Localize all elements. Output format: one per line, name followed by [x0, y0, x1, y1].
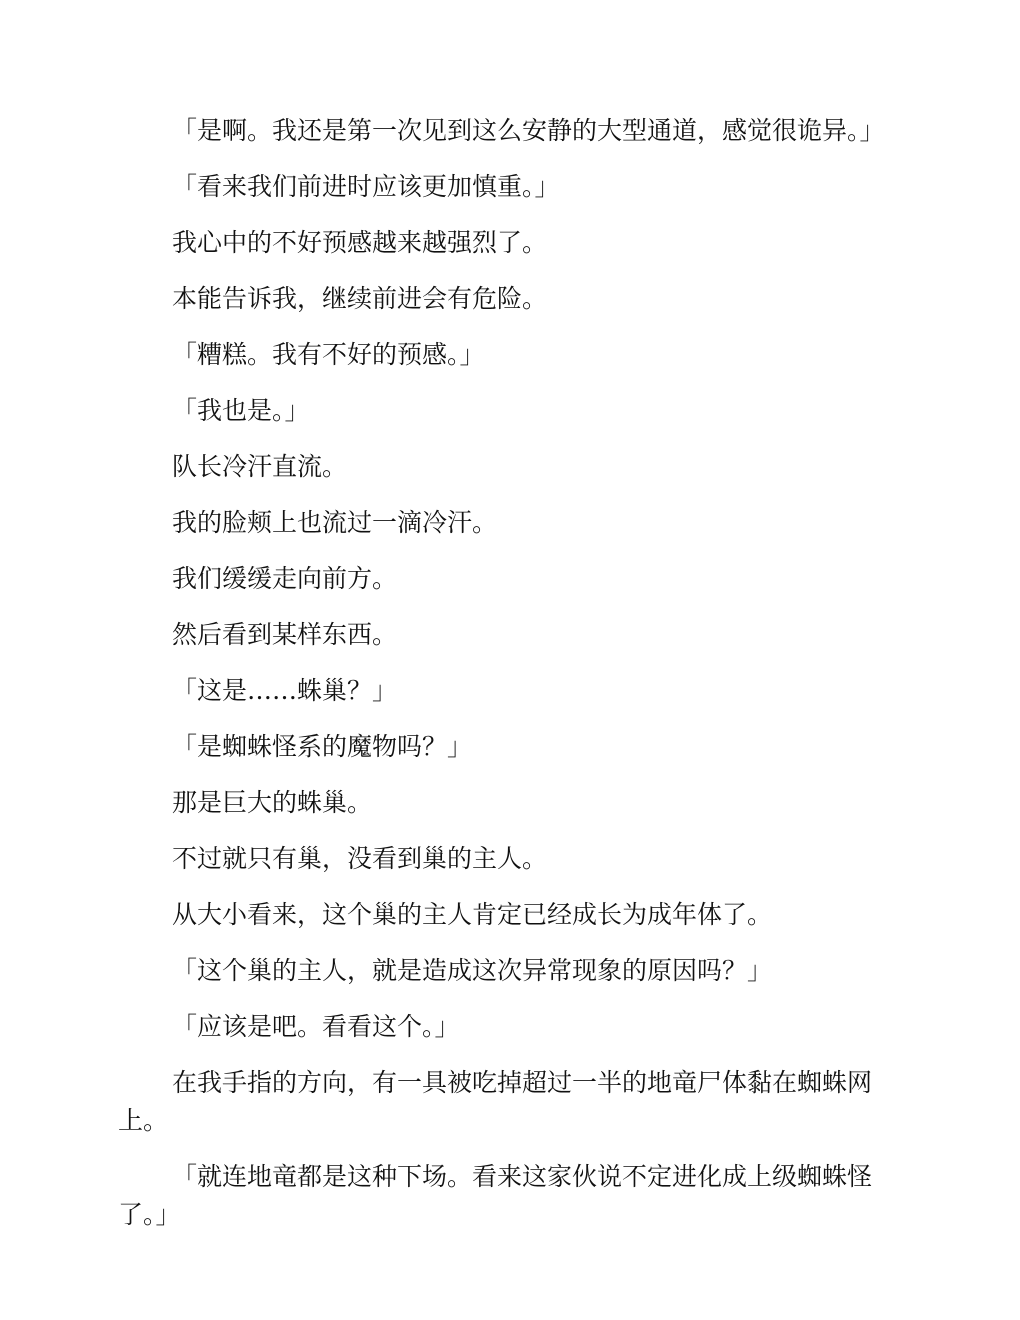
paragraph-13: 那是巨大的蛛巢。	[172, 788, 373, 817]
paragraph-4: 本能告诉我，继续前进会有危险。	[172, 284, 548, 313]
paragraph-16: 「这个巢的主人，就是造成这次异常现象的原因吗？」	[172, 956, 773, 985]
paragraph-14: 不过就只有巢，没看到巢的主人。	[172, 844, 548, 873]
paragraph-10: 然后看到某样东西。	[172, 620, 398, 649]
paragraph-5: 「糟糕。我有不好的预感。」	[172, 340, 485, 369]
paragraph-19: 「就连地竜都是这种下场。看来这家伙说不定进化成上级蜘蛛怪了。」	[118, 1162, 873, 1229]
paragraph-1: 「是啊。我还是第一次见到这么安静的大型通道，感觉很诡异。」	[172, 116, 885, 145]
paragraph-8: 我的脸颊上也流过一滴冷汗。	[172, 508, 498, 537]
paragraph-18: 在我手指的方向，有一具被吃掉超过一半的地竜尸体黏在蜘蛛网上。	[118, 1068, 873, 1135]
paragraph-11: 「这是……蛛巢？」	[172, 676, 398, 705]
paragraph-12: 「是蜘蛛怪系的魔物吗？」	[172, 732, 473, 761]
paragraph-6: 「我也是。」	[172, 396, 310, 425]
paragraph-15: 从大小看来，这个巢的主人肯定已经成长为成年体了。	[172, 900, 773, 929]
paragraph-17: 「应该是吧。看看这个。」	[172, 1012, 460, 1041]
paragraph-9: 我们缓缓走向前方。	[172, 564, 398, 593]
body-text	[118, 112, 885, 1252]
paragraph-3: 我心中的不好预感越来越强烈了。	[172, 228, 548, 257]
paragraph-2: 「看来我们前进时应该更加慎重。」	[172, 172, 560, 201]
paragraph-7: 队长冷汗直流。	[172, 452, 348, 481]
